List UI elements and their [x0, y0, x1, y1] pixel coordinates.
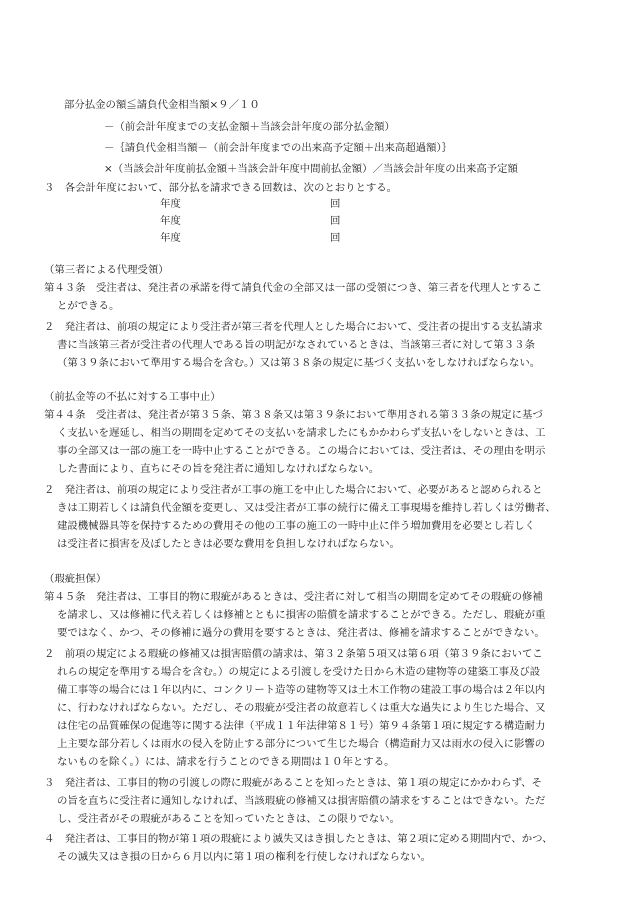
article-45-p2-line: ２ 前項の規定による瑕疵の修補又は損害賠償の請求は、第３２条第５項又は第６項（第３９条においてこ	[44, 648, 543, 660]
article-45-p1-line: 第４５条 発注者は、工事目的物に瑕疵があるときは、受注者に対して相当の期間を定めてその瑕疵の修補	[44, 591, 543, 603]
article-43-p1-line: 第４３条 受注者は、発注者の承諾を得て請負代金の全部又は一部の受領につき、第三者を代理人とするこ	[44, 282, 543, 294]
article-44-p1-line: く支払いを遅延し、相当の期間を定めてその支払いを請求したにもかかわらず支払いをしないときは、工	[57, 427, 546, 439]
clause-3-text: ３ 各会計年度において、部分払を請求できる回数は、次のとおりとする。	[44, 182, 398, 194]
formula-line-2: －（前会計年度までの支払金額＋当該会計年度の部分払金額）	[104, 121, 395, 133]
article-44-p2-line: きは工期若しくは請負代金額を変更し、又は受注者が工事の続行に備え工事現場を維持し若しくは労働者、	[57, 502, 556, 514]
article-45-p1-line: を請求し、又は修補に代え若しくは修補とともに損害の賠償を請求することができる。ただし、瑕疵が重	[57, 609, 546, 621]
year-label-3: 年度	[160, 232, 181, 244]
article-43-heading: （第三者による代理受領）	[44, 264, 169, 276]
year-label-2: 年度	[160, 215, 181, 227]
article-45-p3-line: の旨を直ちに受注者に通知しなければ、当該瑕疵の修補又は損害賠償の請求をすることはできない。ただ	[57, 795, 546, 807]
article-45-p3-line: ３ 発注者は、工事目的物の引渡しの際に瑕疵があることを知ったときは、第１項の規定にかかわらず、そ	[44, 777, 542, 789]
article-43-p1-line: とができる。	[57, 300, 120, 312]
count-label-2: 回	[330, 215, 341, 227]
article-45-heading: （瑕疵担保）	[44, 573, 107, 585]
article-43-p2-line: 書に当該第三者が受注者の代理人である旨の明記がなされているときは、当該第三者に対して第３３条	[57, 339, 535, 351]
article-45-p4-line: その滅失又はき損の日から６月以内に第１項の権利を行使しなければならない。	[57, 851, 432, 863]
article-44-p2-line: 建設機械器具等を保持するための費用その他の工事の施工の一時中止に伴う増加費用を必要とし若しく	[57, 520, 535, 532]
count-label-1: 回	[330, 198, 341, 210]
article-45-p2-line: に、行わなければならない。ただし、その瑕疵が受注者の故意若しくは重大な過失により生じた場合、又	[57, 702, 546, 714]
article-45-p2-line: れらの規定を準用する場合を含む。）の規定による引渡しを受けた日から木造の建物等の建築工事及び設	[57, 666, 541, 678]
article-44-p2-line: ２ 発注者は、前項の規定により受注者が工事の施工を中止した場合において、必要があると認められると	[44, 484, 543, 496]
article-45-p2-line: 備工事等の場合には１年以内に、コンクリート造等の建物等又は土木工作物の建設工事の場合は２年以内	[57, 684, 546, 696]
article-44-heading: （前払金等の不払に対する工事中止）	[44, 391, 221, 403]
formula-line-1: 部分払金の額≦請負代金相当額×９／１０	[64, 99, 260, 111]
article-45-p4-line: ４ 発注者は、工事目的物が第１項の瑕疵により滅失又はき損したときは、第２項に定める期間内で、かつ、	[44, 833, 553, 845]
article-45-p2-line: は住宅の品質確保の促進等に関する法律（平成１１年法律第８１号）第９４条第１項に規定する構造耐力	[57, 720, 546, 732]
article-44-p1-line: 第４４条 受注者は、発注者が第３５条、第３８条又は第３９条において準用される第３３条の規定に基づ	[44, 409, 543, 421]
article-44-p2-line: は受注者に損害を及ぼしたときは必要な費用を負担しなければならない。	[57, 538, 400, 550]
article-43-p2-line: （第３９条において準用する場合を含む。）又は第３８条の規定に基づく支払いをしなければならない。	[57, 357, 541, 369]
article-44-p1-line: 事の全部又は一部の施工を一時中止することができる。この場合においては、受注者は、その理由を明示	[57, 445, 546, 457]
article-45-p2-line: 上主要な部分若しくは雨水の侵入を防止する部分について生じた場合（構造耐力又は雨水の侵入に影響の	[57, 738, 546, 750]
article-43-p2-line: ２ 発注者は、前項の規定により受注者が第三者を代理人とした場合において、受注者の提出する支払請求	[44, 321, 543, 333]
article-45-p1-line: 要ではなく、かつ、その修補に過分の費用を要するときは、発注者は、修補を請求することができない。	[57, 627, 545, 639]
formula-line-3: －｛請負代金相当額－（前会計年度までの出来高予定額＋出来高超過額）｝	[104, 142, 453, 154]
year-label-1: 年度	[160, 198, 181, 210]
article-45-p2-line: ないものを除く。）には、請求を行うことのできる期間は１０年とする。	[57, 756, 395, 768]
article-45-p3-line: し、受注者がその瑕疵があることを知っていたときは、この限りでない。	[57, 813, 400, 825]
article-44-p1-line: した書面により、直ちにその旨を発注者に通知しなければならない。	[57, 463, 380, 475]
formula-line-4: ×（当該会計年度前払金額＋当該会計年度中間前払金額）／当該会計年度の出来高予定額	[104, 163, 518, 175]
count-label-3: 回	[330, 232, 341, 244]
